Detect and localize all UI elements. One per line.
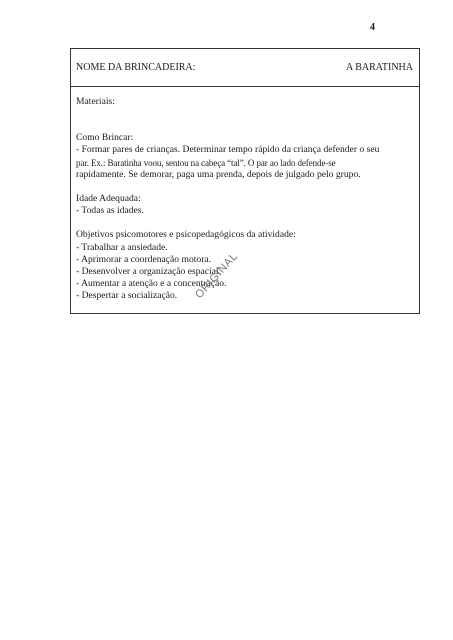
objectives-list — [76, 242, 414, 303]
how-to-play-line-2: par. Ex.: Baratinha voou, sentou na cabeça “tal”. O par ao lado defende-se — [76, 157, 336, 168]
objectives-section — [76, 229, 414, 302]
materials-title: Materiais: — [76, 96, 115, 107]
original-stamp: ORIGINAL — [193, 250, 241, 302]
list-item: - Despertar a socialização. — [76, 290, 178, 302]
objectives-title: Objetivos psicomotores e psicopedagógicos da atividade: — [76, 229, 296, 241]
list-item: - Trabalhar a ansiedade. — [76, 241, 168, 253]
page-number: 4 — [370, 22, 375, 33]
age-section — [76, 193, 414, 217]
age-value: - Todas as idades. — [76, 205, 144, 217]
list-item: - Desenvolver a organização espacial. — [76, 266, 221, 278]
how-to-play-section — [76, 132, 414, 181]
age-title: Idade Adequada: — [76, 193, 141, 205]
how-to-play-line-1: - Formar pares de crianças. Determinar tempo rápido da criança defender o seu — [76, 144, 380, 156]
card-header — [71, 49, 419, 87]
how-to-play-title: Como Brincar: — [76, 132, 134, 144]
game-name-label: NOME DA BRINCADEIRA: — [76, 62, 196, 73]
card-body — [71, 87, 419, 303]
list-item: - Aprimorar a coordenação motora. — [76, 253, 212, 265]
materials-section — [76, 96, 414, 108]
game-name: A BARATINHA — [346, 62, 413, 73]
how-to-play-line-3: rapidamente. Se demorar, paga uma prenda, depois de julgado pelo grupo. — [76, 168, 361, 180]
activity-card — [70, 48, 420, 314]
list-item: - Aumentar a atenção e a concentração. — [76, 278, 227, 290]
